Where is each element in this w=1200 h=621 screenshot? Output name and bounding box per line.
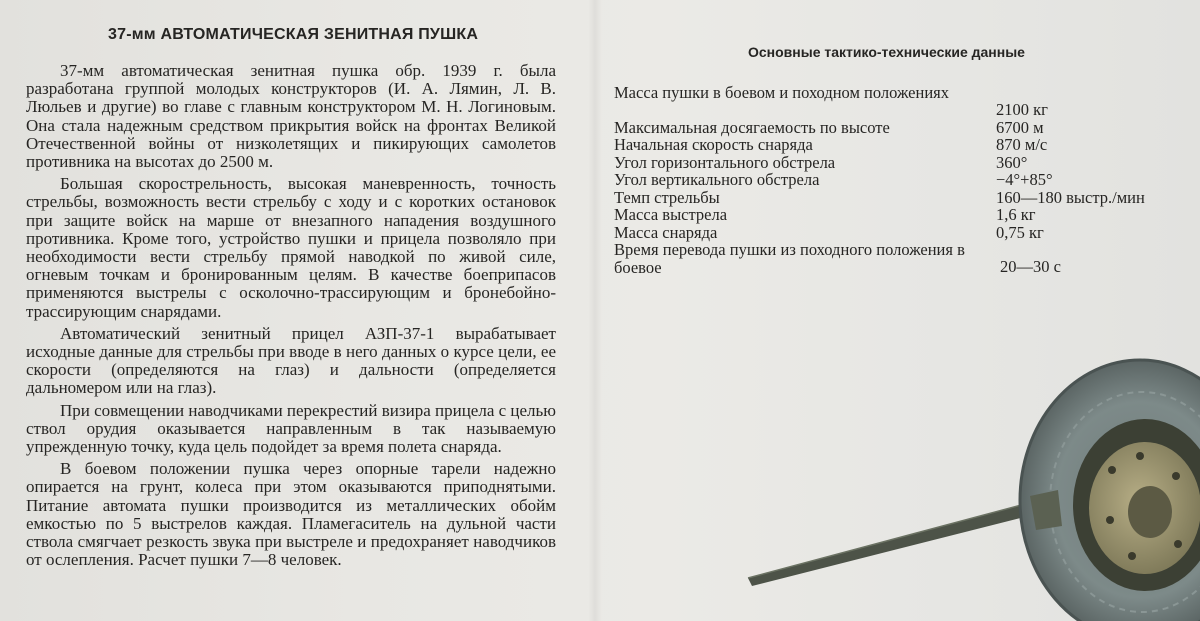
spec-row bbox=[614, 119, 1184, 137]
paragraph: 37-мм автоматическая зенитная пушка обр. 1939 г. была разработана группой молодых конструкторов (И. А. Лямин, Л. В. Люльев и другие) во главе с главным конструктором М. Н. Логиновым. Она стала надежным средством прикрытия войск на фронтах Великой Отечественной войны от низколетящих и пикирующих самолетов противника на высотах до 2500 м. bbox=[26, 61, 556, 172]
paragraph: При совмещении наводчиками перекрестий визира прицела с целью ствол орудия оказывается направленным в так называемую упрежденную точку, куда цель подойдет за время полета снаряда. bbox=[26, 400, 556, 457]
right-page bbox=[614, 44, 1184, 276]
spec-label: Время перевода пушки из походного положения в боевое bbox=[614, 240, 965, 277]
article-title: 37-мм АВТОМАТИЧЕСКАЯ ЗЕНИТНАЯ ПУШКА bbox=[108, 26, 479, 43]
page-fold bbox=[588, 0, 602, 621]
specs-title: Основные тактико-технические данные bbox=[748, 44, 1025, 60]
spec-row bbox=[614, 224, 1184, 242]
paragraph: В боевом положении пушка через опорные тарели надежно опирается на грунт, колеса при этом оказываются приподнятыми. Питание автомата пушки производится из металлических обойм емкостью по 5 выстрелов каждая. Пламегаситель на дульной части ствола смягчает резкость звука при выстреле и предохраняет наводчиков от ослепления. Расчет пушки 7—8 человек. bbox=[26, 459, 556, 570]
spec-label: Масса пушки в боевом и походном положениях bbox=[614, 83, 950, 102]
spec-value: 870 м/с bbox=[996, 135, 1048, 154]
spec-row bbox=[614, 154, 1184, 172]
gun-wheel-illustration bbox=[740, 330, 1200, 621]
spec-value: 0,75 кг bbox=[996, 222, 1044, 242]
article-body bbox=[26, 62, 556, 569]
spec-label: Начальная скорость снаряда bbox=[614, 135, 813, 154]
spec-label: Темп стрельбы bbox=[614, 187, 720, 207]
spec-value: 160—180 выстр./мин bbox=[996, 187, 1145, 207]
spec-value: 6700 м bbox=[996, 117, 1044, 137]
spec-value: 2100 кг bbox=[996, 100, 1048, 119]
spec-label: Масса снаряда bbox=[614, 222, 718, 242]
spec-row bbox=[614, 84, 1184, 119]
spec-value: 1,6 кг bbox=[996, 205, 1036, 224]
spec-label: Угол горизонтального обстрела bbox=[614, 152, 836, 172]
spec-label: Масса выстрела bbox=[614, 205, 728, 224]
spec-value: 20—30 с bbox=[1000, 257, 1061, 276]
spec-value: 360° bbox=[996, 152, 1028, 172]
paragraph: Автоматический зенитный прицел АЗП-37-1 вырабатывает исходные данные для стрельбы при вводе в него данных о курсе цели, ее скорости (определяются на глаз) и дальности (определяется дальномером или на глаз). bbox=[26, 323, 556, 398]
paragraph: Большая скорострельность, высокая маневренность, точность стрельбы, возможность вести стрельбу с ходу и с коротких остановок при защите войск на марше от внезапного нападения воздушного противника. Кроме того, устройство пушки и прицела позволяло при необходимости вести стрельбу прямой наводкой по живой силе, огневым точкам и бронированным целям. В качестве боеприпасов применяются выстрелы с осколочно-трассирующим и бронебойно-трассирующим снарядами. bbox=[26, 174, 556, 321]
spec-row bbox=[614, 189, 1184, 207]
left-page bbox=[26, 26, 556, 573]
spec-row bbox=[614, 241, 1184, 276]
spec-row bbox=[614, 136, 1184, 154]
spec-value: −4°+85° bbox=[996, 170, 1053, 189]
spec-row bbox=[614, 171, 1184, 189]
spec-label: Максимальная досягаемость по высоте bbox=[614, 117, 890, 137]
spec-row bbox=[614, 206, 1184, 224]
specs-table bbox=[614, 84, 1184, 276]
spec-label: Угол вертикального обстрела bbox=[614, 170, 820, 189]
